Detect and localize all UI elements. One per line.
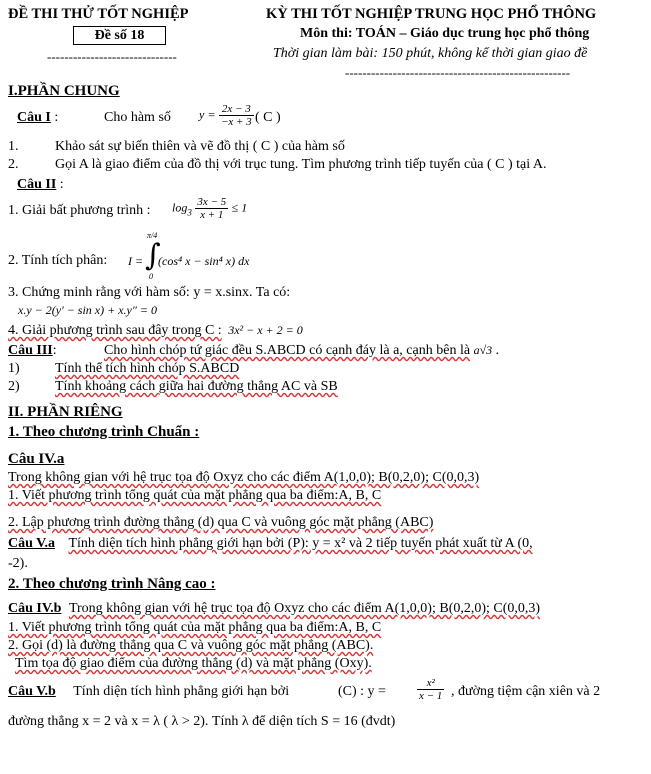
question-4b-row: [8, 601, 540, 617]
question-4a-intro: Trong không gian với hệ trục tọa độ Oxyz cho các điểm A(1,0,0); B(0,2,0); C(0,0,3): [8, 470, 480, 485]
log-rhs: ≤ 1: [231, 200, 248, 215]
log-numerator: 3x − 5: [197, 196, 227, 208]
question-1-colon: :: [54, 110, 59, 125]
question-4a-label: Câu IV.a: [8, 451, 65, 467]
question-5a-row: [8, 536, 533, 552]
part1-title: I.PHẦN CHUNG: [8, 83, 120, 99]
question-3-line: [104, 343, 499, 359]
exam-number-box: Đề số 18: [73, 26, 166, 45]
question-1-text: Cho hàm số: [104, 110, 171, 125]
q2-3-text: 3. Chứng minh rằng với hàm số: y = x.sinx. Ta có:: [8, 285, 291, 300]
q1-item-2-num: 2.: [8, 157, 19, 172]
question-4b-item-1: 1. Viết phương trình tổng quát của mặt phẳng qua ba điểm:A, B, C: [8, 620, 382, 635]
time-line: Thời gian làm bài: 150 phút, không kể thời gian giao đề: [273, 46, 588, 61]
func-lhs: y =: [199, 107, 216, 122]
question-3-label: Câu III: [8, 343, 53, 358]
func-numerator: 2x − 3: [219, 103, 254, 116]
integral-lhs: I =: [128, 254, 144, 268]
question-2-colon: :: [59, 177, 64, 192]
q1-item-2-text: Gọi A là giao điểm của đồ thị với trục tung. Tìm phương trình tiếp tuyến của ( C ) tại A.: [55, 157, 547, 172]
question-5b-line2: đường thẳng x = 2 và x = λ ( λ > 2). Tính λ để diện tích S = 16 (đvdt): [8, 714, 396, 729]
question-3-row: [8, 343, 57, 359]
q3-item-2-text: Tính khoảng cách giữa hai đường thẳng AC và SB: [55, 379, 338, 394]
question-5b-fraction-wrap: [417, 677, 444, 702]
question-5b-rest: , đường tiệm cận xiên và 2: [451, 684, 601, 699]
question-5b-numerator: x²: [417, 677, 444, 690]
question-3-edge: a√3: [473, 343, 493, 357]
question-5a-text: Tính diện tích hình phẳng giới hạn bởi (P): y = x² và 2 tiếp tuyến phát xuất từ A (0,: [68, 536, 533, 551]
log-denominator: x + 1: [200, 209, 224, 221]
q2-1-text: 1. Giải bất phương trình :: [8, 203, 151, 218]
q3-item-1-text: Tính thể tích hình chóp S.ABCD: [55, 361, 240, 376]
question-5b-text: Tính diện tích hình phẳng giới hạn bởi: [73, 684, 290, 699]
question-5b-curve: (C) : y =: [338, 684, 386, 699]
question-4b-label: Câu IV.b: [8, 601, 62, 616]
question-5b-label: Câu V.b: [8, 684, 56, 699]
q2-3-equation: x.y − 2(y′ − sin x) + x.y″ = 0: [18, 303, 157, 317]
question-1-label: Câu I: [17, 110, 51, 125]
question-2-label: Câu II: [17, 177, 57, 192]
header-right-title: KỲ THI TỐT NGHIỆP TRUNG HỌC PHỔ THÔNG: [266, 6, 597, 22]
log-symbol: log: [172, 200, 188, 215]
q2-4-text: 4. Giải phương trình sau đây trong C :: [8, 323, 222, 338]
standard-program-title: 1. Theo chương trình Chuẩn :: [8, 424, 200, 440]
q3-item-1-num: 1): [8, 361, 20, 376]
question-4a-item-2: 2. Lập phương trình đường thẳng (d) qua C và vuông góc mặt phẳng (ABC): [8, 515, 434, 530]
integrand: (cos⁴ x − sin⁴ x) dx: [158, 254, 250, 268]
question-3-end: .: [495, 343, 500, 358]
question-5b-row: [8, 684, 289, 700]
q1-item-1-text: Khảo sát sự biến thiên và vẽ đồ thị ( C ) của hàm số: [55, 139, 345, 154]
q3-item-2-num: 2): [8, 379, 20, 394]
question-3-colon: :: [52, 343, 57, 358]
q2-4-equation: 3x² − x + 2 = 0: [228, 323, 303, 337]
header-right-dashes: ----------------------------------------------------: [345, 65, 571, 80]
question-5a-label: Câu V.a: [8, 536, 55, 551]
question-4b-intro: Trong không gian với hệ trục tọa độ Oxyz cho các điểm A(1,0,0); B(0,2,0); C(0,0,3): [68, 601, 541, 616]
q2-1-math: [172, 196, 247, 221]
question-2-row: [17, 177, 64, 193]
log-base: 3: [187, 207, 192, 218]
log-fraction: [195, 196, 228, 221]
question-4b-item-2: 2. Gọi (d) là đường thẳng qua C và vuông góc mặt phẳng (ABC).: [8, 638, 374, 653]
question-5b-denominator: x − 1: [419, 690, 443, 702]
q2-2-text: 2. Tính tích phân:: [8, 253, 108, 268]
q1-item-1-num: 1.: [8, 139, 19, 154]
question-1-row: [17, 110, 58, 126]
curve-label: ( C ): [255, 110, 281, 125]
integral-upper-limit: π/4: [147, 231, 158, 240]
question-4b-item-3: Tìm tọa độ giao điểm của đường thẳng (d) và mặt phẳng (Oxy).: [15, 656, 372, 671]
integral-sign: ∫: [145, 238, 161, 273]
header-left-dashes: ------------------------------: [47, 49, 177, 64]
header-left-title: ĐỀ THI THỬ TỐT NGHIỆP: [8, 6, 189, 22]
question-4a-item-1: 1. Viết phương trình tổng quát của mặt phẳng qua ba điểm:A, B, C: [8, 488, 382, 503]
q2-4-row: [8, 323, 303, 339]
func-fraction: [219, 103, 254, 128]
question-5a-text-cont: -2).: [8, 556, 28, 571]
integral-lower-limit: 0: [149, 272, 153, 281]
advanced-program-title: 2. Theo chương trình Nâng cao :: [8, 576, 216, 592]
subject-line: Môn thi: TOÁN – Giáo dục trung học phổ thông: [300, 26, 590, 41]
func-denominator: −x + 3: [220, 116, 252, 128]
part2-title: II. PHẦN RIÊNG: [8, 404, 123, 420]
question-1-function: [199, 103, 254, 128]
question-5b-fraction: [417, 677, 444, 702]
question-3-text: Cho hình chóp tứ giác đều S.ABCD có cạnh đáy là a, cạnh bên là: [104, 343, 471, 358]
